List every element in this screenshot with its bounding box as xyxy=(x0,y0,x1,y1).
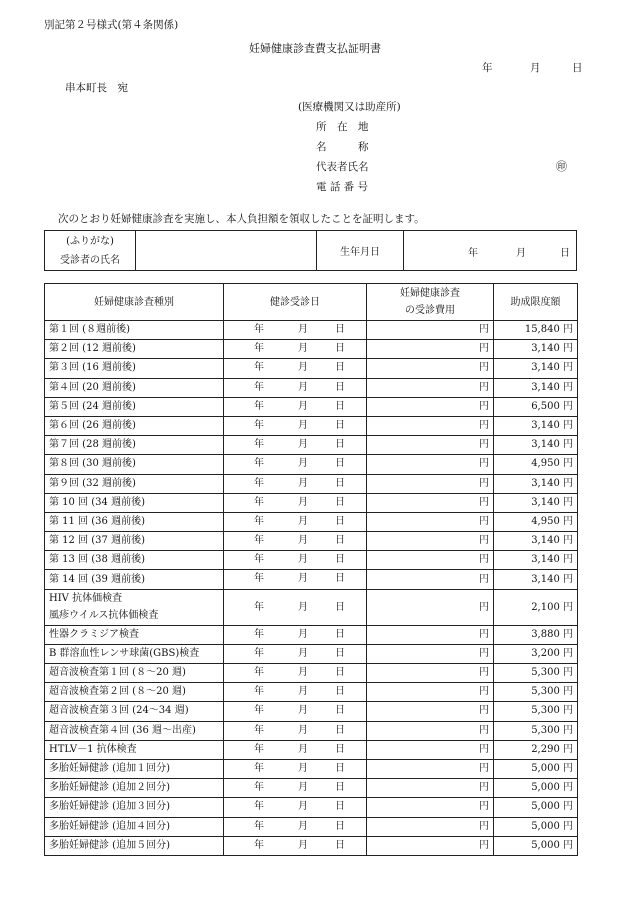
date-unit-month: 月 xyxy=(298,381,308,393)
visit-date-field[interactable] xyxy=(224,532,367,551)
date-unit-day: 日 xyxy=(335,724,345,736)
birth-month-unit: 月 xyxy=(516,248,526,259)
date-unit-month: 月 xyxy=(298,400,308,412)
checkup-type-cell xyxy=(45,436,224,455)
visit-date-field[interactable] xyxy=(224,740,367,759)
visit-date-field[interactable] xyxy=(224,721,367,740)
table-row xyxy=(45,740,578,759)
checkup-type-cell xyxy=(45,551,224,570)
fee-field[interactable]: 円 xyxy=(367,683,494,702)
checkup-type-label: 超音波検査第１回 (８～20 週) xyxy=(49,667,186,679)
visit-date-field[interactable] xyxy=(224,759,367,778)
table-row xyxy=(45,512,578,531)
checkup-type-label: 第７回 (28 週前後) xyxy=(49,439,136,451)
date-unit-year: 年 xyxy=(254,839,264,851)
table-row xyxy=(45,779,578,798)
issue-day-label: 日 xyxy=(572,62,583,74)
checkup-type-label-2: 風疹ウイルス抗体価検査 xyxy=(49,610,159,622)
checkup-type-cell xyxy=(45,644,224,663)
checkup-type-cell xyxy=(45,493,224,512)
checkup-type-label: 第４回 (20 週前後) xyxy=(49,381,136,393)
checkup-type-label: 第 11 回 (36 週前後) xyxy=(49,515,145,527)
date-unit-day: 日 xyxy=(335,782,345,794)
date-unit-year: 年 xyxy=(254,362,264,374)
date-unit-day: 日 xyxy=(335,628,345,640)
limit-amount: 5,000 円 xyxy=(494,779,578,798)
checkup-type-cell xyxy=(45,340,224,359)
date-unit-year: 年 xyxy=(254,400,264,412)
table-row xyxy=(45,798,578,817)
date-unit-year: 年 xyxy=(254,496,264,508)
date-unit-month: 月 xyxy=(298,419,308,431)
visit-date-field[interactable] xyxy=(224,340,367,359)
checkup-type-cell xyxy=(45,321,224,340)
checkup-type-label: 第２回 (12 週前後) xyxy=(49,343,136,355)
table-row xyxy=(45,436,578,455)
limit-amount: 5,300 円 xyxy=(494,702,578,721)
visit-date-field[interactable] xyxy=(224,551,367,570)
furigana-label: (ふりがな) xyxy=(66,235,114,247)
visit-date-field[interactable] xyxy=(224,512,367,531)
date-unit-month: 月 xyxy=(298,667,308,678)
date-unit-month: 月 xyxy=(298,820,308,832)
checkup-type-cell xyxy=(45,455,224,474)
date-unit-day: 日 xyxy=(335,554,345,566)
seal-mark-icon: ㊞ xyxy=(556,160,567,173)
checkup-type-cell xyxy=(45,589,224,625)
date-unit-month: 月 xyxy=(298,801,308,813)
visit-date-field[interactable] xyxy=(224,474,367,493)
date-unit-day: 日 xyxy=(335,324,345,335)
date-unit-year: 年 xyxy=(254,762,264,774)
provider-heading: (医療機関又は助産所) xyxy=(298,101,401,113)
date-unit-month: 月 xyxy=(298,601,308,613)
date-unit-month: 月 xyxy=(298,762,308,774)
date-unit-month: 月 xyxy=(298,554,308,566)
fee-field[interactable]: 円 xyxy=(367,397,494,416)
checkup-type-label: 第５回 (24 週前後) xyxy=(49,400,136,412)
date-unit-day: 日 xyxy=(335,667,345,678)
checkup-type-label: 超音波検査第４回 (36 週～出産) xyxy=(49,724,196,736)
date-unit-day: 日 xyxy=(335,705,345,717)
date-unit-month: 月 xyxy=(298,839,308,851)
date-unit-day: 日 xyxy=(335,400,345,412)
table-row xyxy=(45,474,578,493)
fee-field[interactable]: 円 xyxy=(367,512,494,531)
limit-amount: 3,140 円 xyxy=(494,359,578,378)
visit-date-field[interactable] xyxy=(224,817,367,836)
date-unit-year: 年 xyxy=(254,535,264,547)
date-unit-day: 日 xyxy=(335,515,345,527)
fee-field[interactable]: 円 xyxy=(367,570,494,589)
table-row xyxy=(45,589,578,625)
table-row xyxy=(45,321,578,340)
table-row xyxy=(45,644,578,663)
table-row xyxy=(45,836,578,855)
fee-field[interactable]: 円 xyxy=(367,798,494,817)
date-unit-year: 年 xyxy=(254,628,264,640)
date-unit-year: 年 xyxy=(254,647,264,659)
checkup-type-label: 第 13 回 (38 週前後) xyxy=(49,554,145,566)
issue-month-label: 月 xyxy=(530,62,541,74)
date-unit-month: 月 xyxy=(298,439,308,451)
checkup-type-cell xyxy=(45,683,224,702)
table-row xyxy=(45,625,578,644)
date-unit-day: 日 xyxy=(335,686,345,698)
limit-amount: 3,140 円 xyxy=(494,378,578,397)
visit-date-field[interactable] xyxy=(224,493,367,512)
limit-amount: 4,950 円 xyxy=(494,512,578,531)
date-unit-day: 日 xyxy=(335,801,345,813)
checkup-type-cell xyxy=(45,740,224,759)
limit-amount: 6,500 円 xyxy=(494,397,578,416)
date-unit-year: 年 xyxy=(254,381,264,393)
limit-amount: 3,140 円 xyxy=(494,532,578,551)
visit-date-field[interactable] xyxy=(224,455,367,474)
date-unit-year: 年 xyxy=(254,439,264,451)
provider-rep-label: 代表者氏名 xyxy=(316,161,369,173)
checkup-fee-table xyxy=(44,283,578,856)
checkup-type-cell xyxy=(45,702,224,721)
date-unit-month: 月 xyxy=(298,743,308,755)
table-row xyxy=(45,721,578,740)
checkup-type-label: HIV 抗体価検査 xyxy=(49,593,123,605)
table-row xyxy=(45,570,578,589)
visit-date-field[interactable] xyxy=(224,836,367,855)
date-unit-day: 日 xyxy=(335,439,345,451)
fee-field[interactable]: 円 xyxy=(367,321,494,340)
limit-amount: 3,140 円 xyxy=(494,551,578,570)
fee-field[interactable]: 円 xyxy=(367,625,494,644)
visit-date-field[interactable] xyxy=(224,436,367,455)
date-unit-day: 日 xyxy=(335,477,345,489)
fee-field[interactable]: 円 xyxy=(367,589,494,625)
date-unit-year: 年 xyxy=(254,458,264,470)
table-row xyxy=(45,532,578,551)
patient-info-table xyxy=(44,230,577,271)
visit-date-field[interactable] xyxy=(224,779,367,798)
date-unit-day: 日 xyxy=(335,458,345,470)
fee-field[interactable]: 円 xyxy=(367,759,494,778)
date-unit-year: 年 xyxy=(254,705,264,717)
checkup-type-label: 第３回 (16 週前後) xyxy=(49,362,136,374)
fee-field[interactable]: 円 xyxy=(367,493,494,512)
checkup-type-label: 多胎妊婦健診 (追加５回分) xyxy=(49,839,170,851)
checkup-type-label: 第 12 回 (37 週前後) xyxy=(49,535,145,547)
addressee: 串本町長 宛 xyxy=(65,82,128,94)
date-unit-year: 年 xyxy=(254,515,264,527)
visit-date-field[interactable] xyxy=(224,683,367,702)
limit-amount: 3,140 円 xyxy=(494,416,578,435)
date-unit-day: 日 xyxy=(335,820,345,832)
limit-amount: 5,300 円 xyxy=(494,664,578,683)
visit-date-field[interactable] xyxy=(224,589,367,625)
fee-field[interactable]: 円 xyxy=(367,532,494,551)
visit-date-field[interactable] xyxy=(224,798,367,817)
patient-name-field[interactable] xyxy=(136,231,317,271)
table-row xyxy=(45,817,578,836)
fee-field[interactable]: 円 xyxy=(367,359,494,378)
fee-field[interactable]: 円 xyxy=(367,721,494,740)
issue-year-label: 年 xyxy=(482,62,493,74)
checkup-type-cell xyxy=(45,779,224,798)
checkup-type-label: B 群溶血性レンサ球菌(GBS)検査 xyxy=(49,647,200,659)
date-unit-year: 年 xyxy=(254,782,264,794)
date-unit-month: 月 xyxy=(298,724,308,736)
date-unit-year: 年 xyxy=(254,324,264,335)
provider-address-label: 所 在 地 xyxy=(316,121,369,133)
date-unit-year: 年 xyxy=(254,554,264,566)
checkup-type-cell xyxy=(45,570,224,589)
date-unit-year: 年 xyxy=(254,801,264,813)
date-unit-month: 月 xyxy=(298,647,308,659)
date-unit-month: 月 xyxy=(298,324,308,335)
checkup-type-cell xyxy=(45,532,224,551)
table-row xyxy=(45,551,578,570)
checkup-type-label: 多胎妊婦健診 (追加３回分) xyxy=(49,801,170,813)
limit-amount: 5,000 円 xyxy=(494,836,578,855)
checkup-type-cell xyxy=(45,721,224,740)
limit-amount: 3,200 円 xyxy=(494,644,578,663)
table-row xyxy=(45,340,578,359)
visit-date-field[interactable] xyxy=(224,702,367,721)
table-header-row xyxy=(45,284,578,321)
form-label: 別記第２号様式(第４条関係) xyxy=(44,19,179,31)
visit-date-field[interactable] xyxy=(224,321,367,340)
limit-amount: 15,840 円 xyxy=(494,321,578,340)
checkup-type-cell xyxy=(45,512,224,531)
limit-amount: 5,300 円 xyxy=(494,683,578,702)
date-unit-year: 年 xyxy=(254,573,264,585)
checkup-type-label: 第１回 (８週前後) xyxy=(49,324,130,336)
checkup-type-cell xyxy=(45,474,224,493)
checkup-type-cell xyxy=(45,416,224,435)
fee-field[interactable]: 円 xyxy=(367,378,494,397)
limit-amount: 3,140 円 xyxy=(494,570,578,589)
date-unit-month: 月 xyxy=(298,573,308,585)
checkup-type-cell xyxy=(45,664,224,683)
visit-date-field[interactable] xyxy=(224,359,367,378)
date-unit-year: 年 xyxy=(254,724,264,736)
birth-year-unit: 年 xyxy=(468,248,478,259)
date-unit-year: 年 xyxy=(254,419,264,431)
table-row xyxy=(45,493,578,512)
fee-field[interactable]: 円 xyxy=(367,474,494,493)
checkup-type-cell xyxy=(45,759,224,778)
checkup-type-label: HTLV－1 抗体検査 xyxy=(49,743,137,755)
fee-field[interactable]: 円 xyxy=(367,340,494,359)
checkup-type-label: 多胎妊婦健診 (追加１回分) xyxy=(49,763,170,775)
visit-date-field[interactable] xyxy=(224,397,367,416)
limit-amount: 2,100 円 xyxy=(494,589,578,625)
checkup-type-cell xyxy=(45,359,224,378)
table-row xyxy=(45,664,578,683)
date-unit-day: 日 xyxy=(335,743,345,755)
date-unit-year: 年 xyxy=(254,820,264,832)
visit-date-field[interactable] xyxy=(224,664,367,683)
date-unit-month: 月 xyxy=(298,343,308,355)
header-fee: 妊婦健康診査 の受診費用 xyxy=(367,284,494,321)
limit-amount: 3,140 円 xyxy=(494,340,578,359)
date-unit-day: 日 xyxy=(335,381,345,393)
birthdate-field[interactable] xyxy=(404,231,577,271)
checkup-type-cell xyxy=(45,817,224,836)
date-unit-month: 月 xyxy=(298,458,308,470)
checkup-type-label: 性器クラミジア検査 xyxy=(49,628,139,640)
date-unit-day: 日 xyxy=(335,573,345,585)
fee-field[interactable]: 円 xyxy=(367,416,494,435)
visit-date-field[interactable] xyxy=(224,644,367,663)
document-title: 妊婦健康診査費支払証明書 xyxy=(249,42,381,55)
date-unit-day: 日 xyxy=(335,496,345,508)
visit-date-field[interactable] xyxy=(224,625,367,644)
date-unit-month: 月 xyxy=(298,496,308,508)
certification-statement: 次のとおり妊婦健康診査を実施し、本人負担額を領収したことを証明します。 xyxy=(58,213,425,225)
visit-date-field[interactable] xyxy=(224,570,367,589)
limit-amount: 3,140 円 xyxy=(494,474,578,493)
date-unit-month: 月 xyxy=(298,705,308,717)
limit-amount: 2,290 円 xyxy=(494,740,578,759)
fee-field[interactable]: 円 xyxy=(367,664,494,683)
header-checkup-type: 妊婦健康診査種別 xyxy=(45,284,224,321)
limit-amount: 3,140 円 xyxy=(494,436,578,455)
fee-field[interactable]: 円 xyxy=(367,817,494,836)
fee-field[interactable]: 円 xyxy=(367,836,494,855)
date-unit-day: 日 xyxy=(335,601,345,613)
checkup-type-label: 多胎妊婦健診 (追加２回分) xyxy=(49,782,170,794)
date-unit-year: 年 xyxy=(254,477,264,489)
checkup-type-cell xyxy=(45,378,224,397)
fee-field[interactable]: 円 xyxy=(367,436,494,455)
checkup-type-label: 第８回 (30 週前後) xyxy=(49,458,136,470)
limit-amount: 3,880 円 xyxy=(494,625,578,644)
date-unit-day: 日 xyxy=(335,647,345,659)
limit-amount: 5,000 円 xyxy=(494,817,578,836)
date-unit-year: 年 xyxy=(254,343,264,355)
fee-field[interactable]: 円 xyxy=(367,644,494,663)
header-visit-date: 健診受診日 xyxy=(224,284,367,321)
limit-amount: 5,000 円 xyxy=(494,798,578,817)
date-unit-day: 日 xyxy=(335,839,345,851)
birth-day-unit: 日 xyxy=(560,248,570,259)
table-row xyxy=(45,455,578,474)
date-unit-month: 月 xyxy=(298,515,308,527)
table-row xyxy=(45,683,578,702)
date-unit-day: 日 xyxy=(335,362,345,374)
checkup-type-cell xyxy=(45,798,224,817)
table-row xyxy=(45,759,578,778)
visit-date-field[interactable] xyxy=(224,416,367,435)
checkup-type-label: 第 14 回 (39 週前後) xyxy=(49,573,145,585)
table-row xyxy=(45,702,578,721)
fee-field[interactable]: 円 xyxy=(367,740,494,759)
date-unit-month: 月 xyxy=(298,477,308,489)
table-row xyxy=(45,397,578,416)
checkup-type-label: 多胎妊婦健診 (追加４回分) xyxy=(49,820,170,832)
visit-date-field[interactable] xyxy=(224,378,367,397)
fee-field[interactable]: 円 xyxy=(367,551,494,570)
checkup-type-label: 超音波検査第２回 (８～20 週) xyxy=(49,686,186,698)
date-unit-month: 月 xyxy=(298,628,308,640)
provider-phone-label: 電 話 番 号 xyxy=(316,181,369,193)
date-unit-month: 月 xyxy=(298,362,308,374)
date-unit-day: 日 xyxy=(335,535,345,547)
table-row xyxy=(45,416,578,435)
limit-amount: 5,300 円 xyxy=(494,721,578,740)
provider-name-label: 名 称 xyxy=(316,141,369,153)
fee-field[interactable]: 円 xyxy=(367,779,494,798)
date-unit-day: 日 xyxy=(335,762,345,774)
date-unit-month: 月 xyxy=(298,535,308,547)
table-row xyxy=(45,378,578,397)
table-row xyxy=(45,359,578,378)
checkup-type-label: 超音波検査第３回 (24～34 週) xyxy=(49,705,189,717)
date-unit-day: 日 xyxy=(335,343,345,355)
patient-name-label: 受診者の氏名 xyxy=(60,254,120,266)
date-unit-year: 年 xyxy=(254,743,264,755)
header-limit: 助成限度額 xyxy=(494,284,578,321)
limit-amount: 3,140 円 xyxy=(494,493,578,512)
date-unit-month: 月 xyxy=(298,686,308,698)
checkup-type-label: 第９回 (32 週前後) xyxy=(49,477,136,489)
date-unit-day: 日 xyxy=(335,419,345,431)
checkup-type-label: 第６回 (26 週前後) xyxy=(49,420,136,432)
date-unit-year: 年 xyxy=(254,601,264,613)
fee-field[interactable]: 円 xyxy=(367,455,494,474)
limit-amount: 4,950 円 xyxy=(494,455,578,474)
fee-field[interactable]: 円 xyxy=(367,702,494,721)
birthdate-label: 生年月日 xyxy=(317,231,404,271)
patient-name-label-cell xyxy=(45,231,136,271)
checkup-type-cell xyxy=(45,397,224,416)
checkup-type-cell xyxy=(45,625,224,644)
date-unit-year: 年 xyxy=(254,667,264,678)
checkup-type-label: 第 10 回 (34 週前後) xyxy=(49,496,145,508)
date-unit-year: 年 xyxy=(254,686,264,698)
checkup-type-cell xyxy=(45,836,224,855)
limit-amount: 5,000 円 xyxy=(494,759,578,778)
date-unit-month: 月 xyxy=(298,782,308,794)
